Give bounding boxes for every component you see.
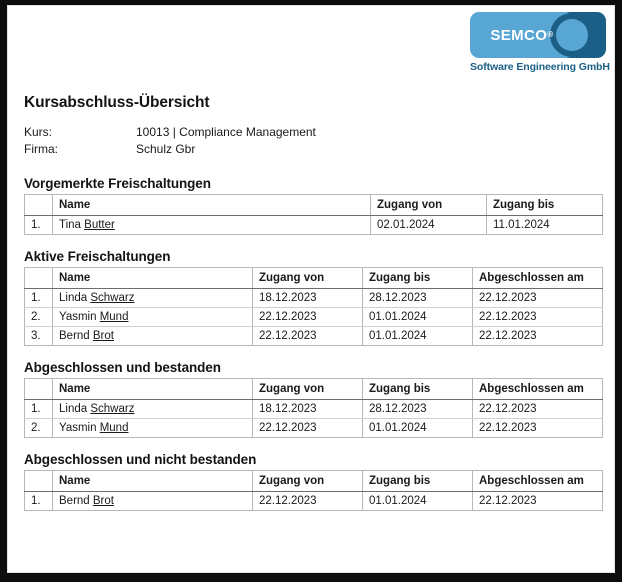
participant-last-name: Schwarz <box>90 292 135 304</box>
logo-tagline: Software Engineering GmbH <box>470 61 610 73</box>
report-table <box>24 378 603 438</box>
column-header: Abgeschlossen am <box>473 268 603 289</box>
cell-zugang-von: 22.12.2023 <box>253 327 363 346</box>
cell-zugang-von: 22.12.2023 <box>253 308 363 327</box>
table-header-row <box>25 379 603 400</box>
table-row <box>25 327 603 346</box>
column-header: Abgeschlossen am <box>473 471 603 492</box>
participant-first-name: Tina <box>59 219 81 231</box>
table-row <box>25 400 603 419</box>
cell-row-index: 3. <box>25 327 53 346</box>
cell-row-index: 1. <box>25 400 53 419</box>
document-content <box>24 94 602 525</box>
column-header: Zugang bis <box>363 379 473 400</box>
report-table <box>24 194 603 235</box>
cell-zugang-von: 22.12.2023 <box>253 419 363 438</box>
cell-abgeschlossen-am: 22.12.2023 <box>473 289 603 308</box>
semco-logo <box>470 12 610 78</box>
table-row <box>25 308 603 327</box>
report-section <box>24 176 602 235</box>
column-header: Zugang bis <box>363 268 473 289</box>
cell-abgeschlossen-am: 22.12.2023 <box>473 492 603 511</box>
table-row <box>25 492 603 511</box>
participant-last-name: Mund <box>99 422 129 434</box>
cell-zugang-bis: 28.12.2023 <box>363 289 473 308</box>
logo-brand-text: SEMCO ® <box>490 26 554 44</box>
cell-abgeschlossen-am: 22.12.2023 <box>473 400 603 419</box>
page-title: Kursabschluss-Übersicht <box>24 94 210 111</box>
cell-zugang-bis: 11.01.2024 <box>487 216 603 235</box>
section-title: Abgeschlossen und nicht bestanden <box>24 452 257 467</box>
cell-zugang-bis: 01.01.2024 <box>363 419 473 438</box>
course-meta <box>24 124 602 158</box>
meta-value-firma: Schulz Gbr <box>136 142 196 156</box>
cell-participant-name <box>53 492 253 511</box>
meta-row-firma <box>24 141 602 158</box>
cell-participant-name <box>53 327 253 346</box>
cell-participant-name <box>53 400 253 419</box>
report-table <box>24 267 603 346</box>
cell-abgeschlossen-am: 22.12.2023 <box>473 308 603 327</box>
logo-brand-name: SEMCO <box>490 26 548 44</box>
cell-zugang-von: 02.01.2024 <box>371 216 487 235</box>
section-title: Abgeschlossen und bestanden <box>24 360 221 375</box>
cell-row-index: 1. <box>25 289 53 308</box>
column-header-index <box>25 268 53 289</box>
column-header: Name <box>53 268 253 289</box>
cell-row-index: 2. <box>25 308 53 327</box>
cell-zugang-von: 18.12.2023 <box>253 400 363 419</box>
column-header: Zugang bis <box>487 195 603 216</box>
table-header-row <box>25 195 603 216</box>
column-header-index <box>25 379 53 400</box>
column-header: Zugang von <box>253 471 363 492</box>
cell-abgeschlossen-am: 22.12.2023 <box>473 327 603 346</box>
section-title: Aktive Freischaltungen <box>24 249 171 264</box>
cell-row-index: 1. <box>25 216 53 235</box>
participant-first-name: Yasmin <box>59 422 97 434</box>
participant-last-name: Brot <box>92 330 114 342</box>
column-header: Zugang von <box>371 195 487 216</box>
participant-last-name: Brot <box>92 495 114 507</box>
column-header-index <box>25 471 53 492</box>
table-row <box>25 419 603 438</box>
cell-row-index: 1. <box>25 492 53 511</box>
column-header: Name <box>53 195 371 216</box>
cell-zugang-bis: 01.01.2024 <box>363 327 473 346</box>
column-header: Zugang von <box>253 268 363 289</box>
report-section <box>24 249 602 346</box>
column-header: Abgeschlossen am <box>473 379 603 400</box>
logo-badge <box>470 12 606 58</box>
section-title: Vorgemerkte Freischaltungen <box>24 176 211 191</box>
participant-first-name: Bernd <box>59 495 90 507</box>
report-section <box>24 360 602 438</box>
participant-last-name: Butter <box>84 219 115 231</box>
cell-zugang-bis: 01.01.2024 <box>363 308 473 327</box>
participant-first-name: Yasmin <box>59 311 97 323</box>
cell-participant-name <box>53 289 253 308</box>
participant-first-name: Linda <box>59 292 88 304</box>
column-header: Zugang bis <box>363 471 473 492</box>
participant-first-name: Bernd <box>59 330 90 342</box>
table-header-row <box>25 471 603 492</box>
cell-abgeschlossen-am: 22.12.2023 <box>473 419 603 438</box>
participant-last-name: Schwarz <box>90 403 135 415</box>
table-row <box>25 289 603 308</box>
meta-label-kurs: Kurs: <box>24 125 53 139</box>
report-table <box>24 470 603 511</box>
sections-container <box>24 176 602 511</box>
meta-row-kurs <box>24 124 602 141</box>
column-header: Zugang von <box>253 379 363 400</box>
column-header: Name <box>53 471 253 492</box>
column-header: Name <box>53 379 253 400</box>
column-header-index <box>25 195 53 216</box>
meta-value-kurs: 10013 | Compliance Management <box>136 125 316 139</box>
cell-zugang-bis: 01.01.2024 <box>363 492 473 511</box>
participant-first-name: Linda <box>59 403 88 415</box>
table-row <box>25 216 603 235</box>
document-page <box>8 6 614 572</box>
cell-zugang-von: 18.12.2023 <box>253 289 363 308</box>
report-section <box>24 452 602 511</box>
cell-zugang-von: 22.12.2023 <box>253 492 363 511</box>
table-header-row <box>25 268 603 289</box>
cell-participant-name <box>53 216 371 235</box>
cell-row-index: 2. <box>25 419 53 438</box>
cell-zugang-bis: 28.12.2023 <box>363 400 473 419</box>
meta-label-firma: Firma: <box>24 142 58 156</box>
participant-last-name: Mund <box>99 311 129 323</box>
cell-participant-name <box>53 419 253 438</box>
cell-participant-name <box>53 308 253 327</box>
